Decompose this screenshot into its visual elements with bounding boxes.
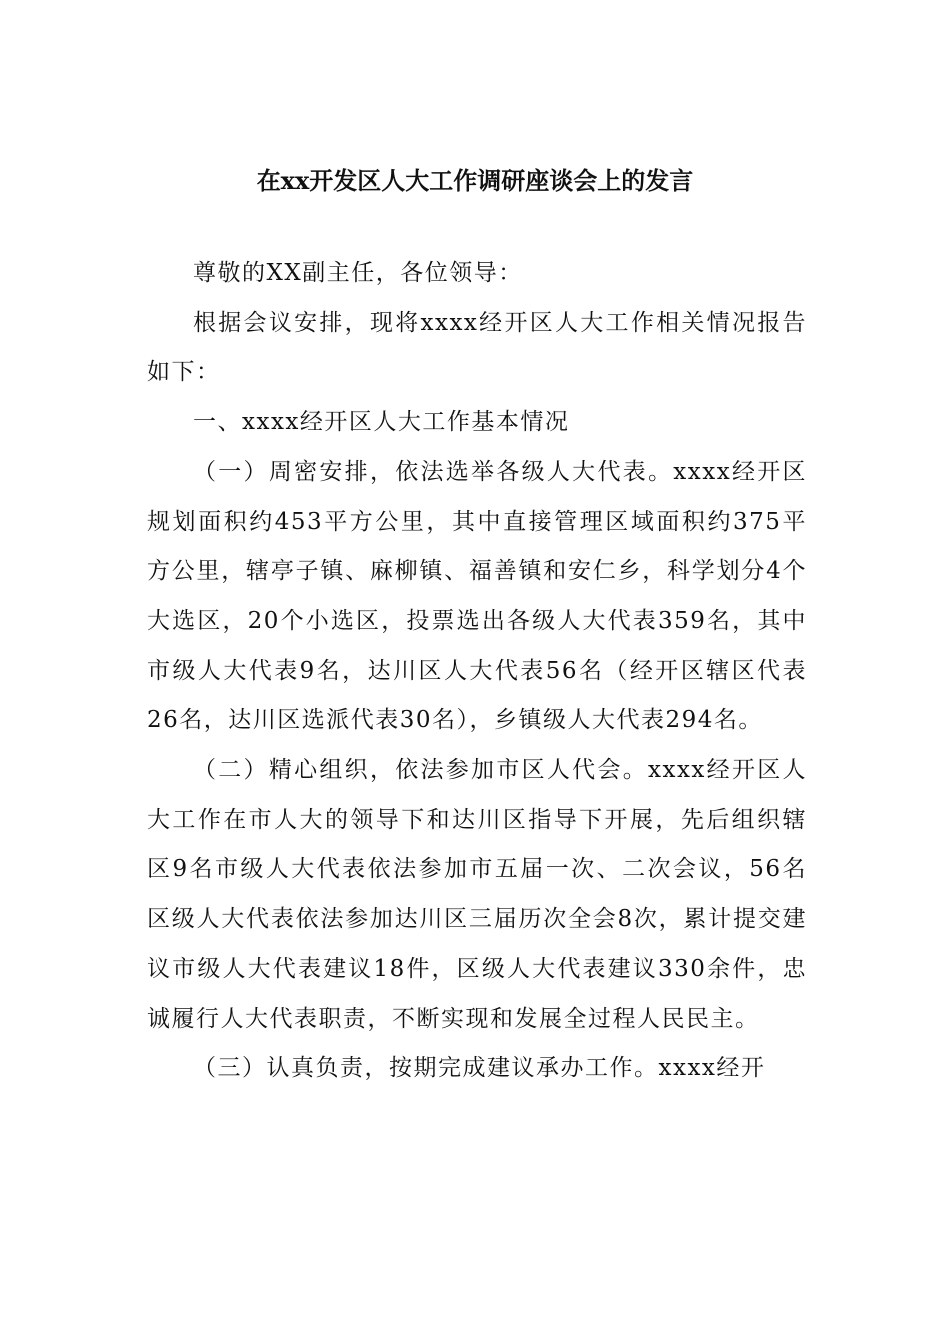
- document-body: [147, 249, 807, 1094]
- salutation-paragraph: 尊敬的XX副主任，各位领导：: [193, 260, 523, 286]
- section-heading-1: 一、xxxx经开区人大工作基本情况: [193, 409, 570, 436]
- subsection-paragraph-2: （二）精心组织，依法参加市区人代会。xxxx经开区人大工作在市人大的领导下和达川区指导下开展，先后组织辖区9名市级人大代表依法参加市五届一次、二次会议，56名区级人大代表依法参加达川区三届历次全会8次，累计提交建议市级人大代表建议18件，区级人大代表建议330余件，忠诚履行人大代表职责，不断实现和发展全过程人民民主。: [147, 757, 807, 1032]
- intro-paragraph: 根据会议安排，现将xxxx经开区人大工作相关情况报告如下：: [147, 309, 807, 386]
- document-title: 在xx开发区人大工作调研座谈会上的发言: [256, 166, 694, 195]
- subsection-paragraph-3: （三）认真负责，按期完成建议承办工作。xxxx经开: [193, 1055, 766, 1082]
- subsection-paragraph-1: （一）周密安排，依法选举各级人大代表。xxxx经开区规划面积约453平方公里，其中直接管理区域面积约375平方公里，辖亭子镇、麻柳镇、福善镇和安仁乡，科学划分4个大选区，20个小选区，投票选出各级人大代表359名，其中市级人大代表9名，达川区人大代表56名（经开区辖区代表26名，达川区选派代表30名），乡镇级人大代表294名。: [147, 458, 807, 734]
